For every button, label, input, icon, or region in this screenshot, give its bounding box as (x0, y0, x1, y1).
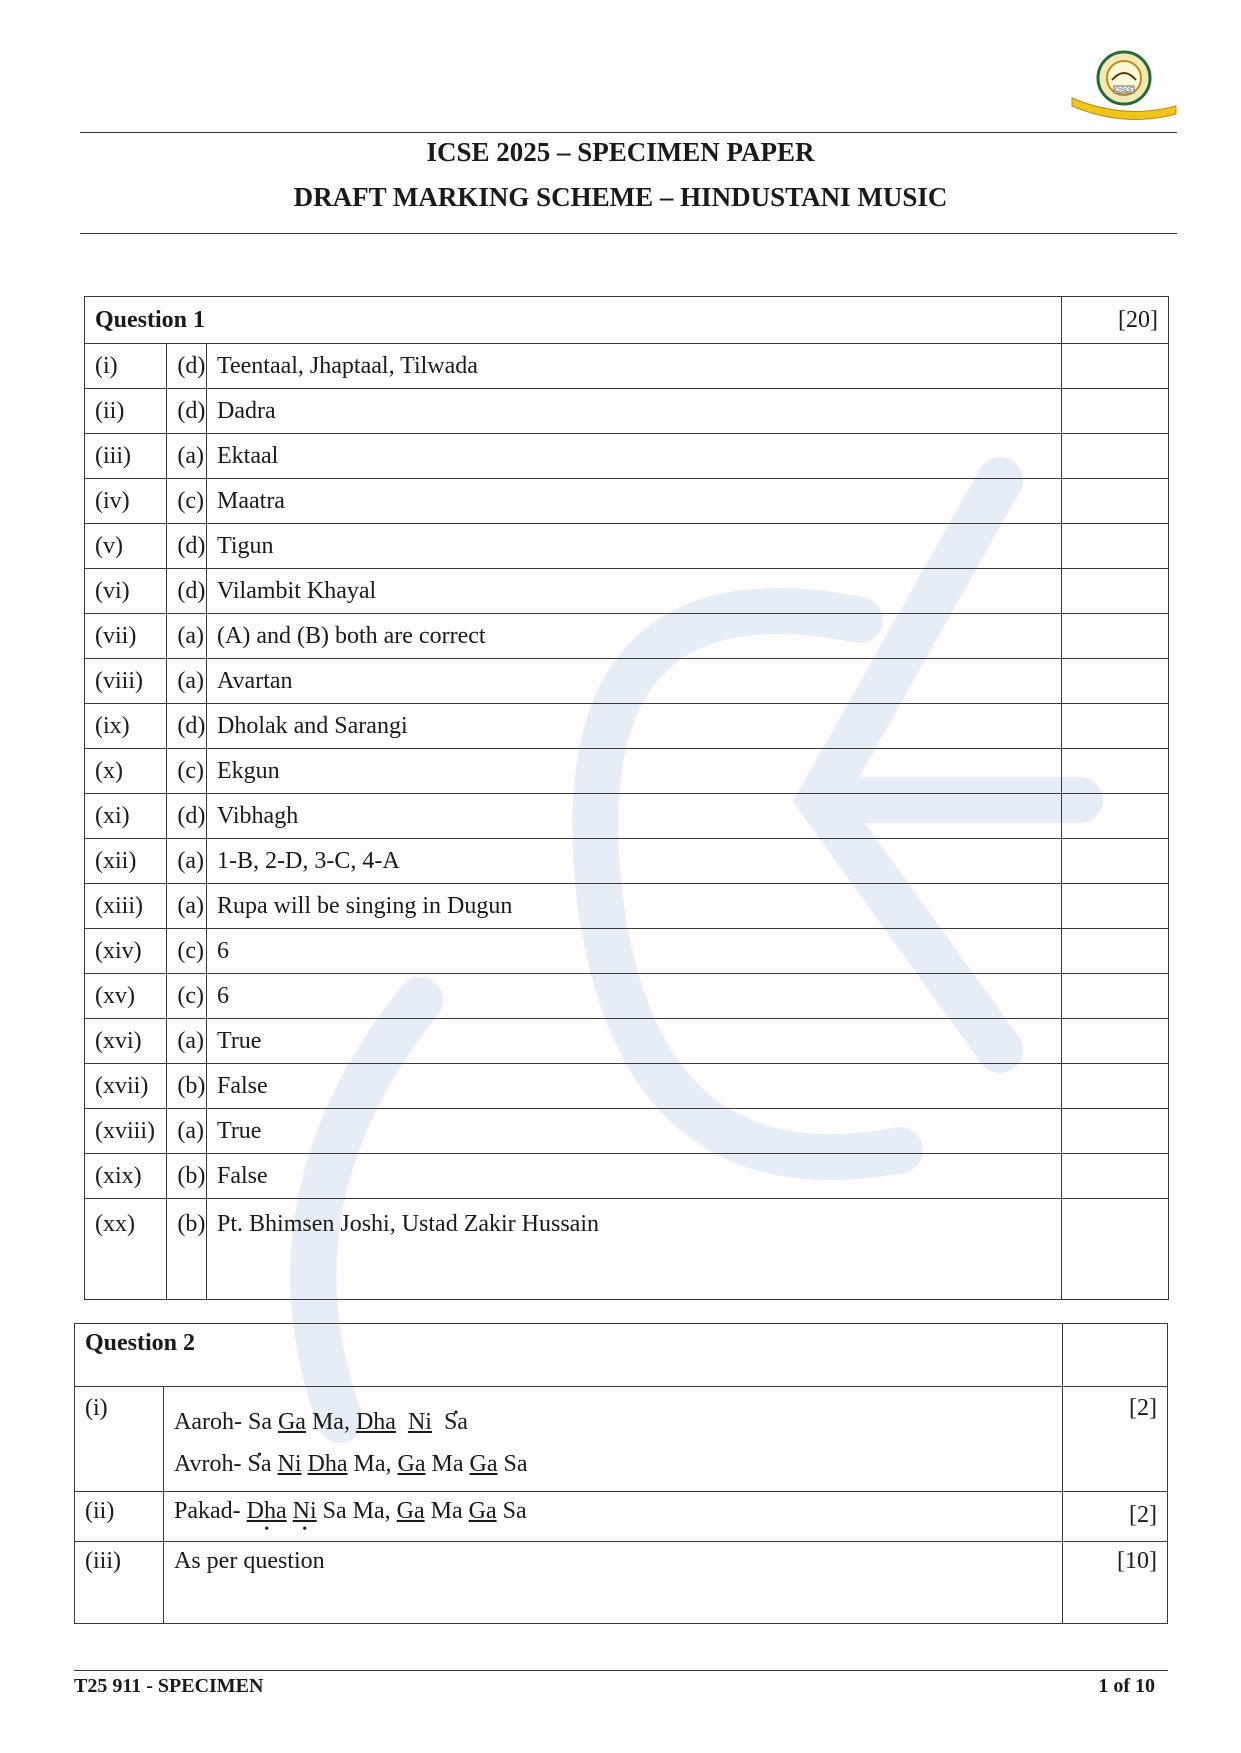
question-2-marks-empty (1063, 1324, 1168, 1387)
answer-option: (d) (167, 569, 207, 614)
answer-row (85, 434, 1169, 479)
answer-marks (1062, 569, 1169, 614)
answer-marks (1062, 749, 1169, 794)
answer-number: (xi) (85, 794, 167, 839)
answer-number: (xv) (85, 974, 167, 1019)
answer-text: Rupa will be singing in Dugun (207, 884, 1062, 929)
answer-option: (a) (167, 839, 207, 884)
answer-option: (b) (167, 1199, 207, 1300)
answer-text: Ekgun (207, 749, 1062, 794)
answer-number: (iii) (85, 434, 167, 479)
answer-row (85, 974, 1169, 1019)
answer-number: (v) (85, 524, 167, 569)
q2-row-num: (iii) (75, 1542, 164, 1624)
answer-text: Dadra (207, 389, 1062, 434)
answer-text: False (207, 1064, 1062, 1109)
answer-row (85, 1064, 1169, 1109)
answer-marks (1062, 1154, 1169, 1199)
answer-marks (1062, 1199, 1169, 1300)
cisce-logo (1064, 46, 1180, 124)
q2-pakad: Pakad- Dha • Ni • Sa Ma, Ga Ma Ga Sa (164, 1492, 1063, 1542)
footer-rule (74, 1670, 1168, 1671)
answer-row (85, 749, 1169, 794)
answer-marks (1062, 524, 1169, 569)
title-bottom-rule (80, 233, 1177, 234)
answer-number: (x) (85, 749, 167, 794)
answer-marks (1062, 794, 1169, 839)
question-2-label: Question 2 (75, 1324, 1063, 1387)
scheme-title: DRAFT MARKING SCHEME – HINDUSTANI MUSIC (293, 182, 948, 212)
answer-number: (xiv) (85, 929, 167, 974)
answer-number: (xiii) (85, 884, 167, 929)
answer-text: Vilambit Khayal (207, 569, 1062, 614)
answer-marks (1062, 884, 1169, 929)
answer-row (85, 479, 1169, 524)
answer-text: Ektaal (207, 434, 1062, 479)
answer-option: (d) (167, 524, 207, 569)
question-1-marks: [20] (1062, 297, 1169, 344)
top-rule (80, 132, 1177, 133)
answer-option: (c) (167, 479, 207, 524)
answer-marks (1062, 344, 1169, 389)
question-1-label: Question 1 (85, 297, 1062, 344)
answer-number: (xviii) (85, 1109, 167, 1154)
paper-title: ICSE 2025 – SPECIMEN PAPER (426, 137, 815, 167)
footer-page-number: 1 of 10 (1098, 1675, 1155, 1697)
answer-option: (a) (167, 659, 207, 704)
answer-option: (c) (167, 974, 207, 1019)
answer-marks (1062, 1019, 1169, 1064)
answer-option: (b) (167, 1064, 207, 1109)
answer-marks (1062, 1109, 1169, 1154)
answer-option: (d) (167, 794, 207, 839)
answer-marks (1062, 614, 1169, 659)
answer-text: 6 (207, 929, 1062, 974)
answer-option: (a) (167, 434, 207, 479)
answer-text: (A) and (B) both are correct (207, 614, 1062, 659)
answer-text: False (207, 1154, 1062, 1199)
answer-row (85, 839, 1169, 884)
answer-row (85, 569, 1169, 614)
answer-row (85, 704, 1169, 749)
question-1-table (84, 296, 1169, 1300)
q2-answer: As per question (164, 1542, 1063, 1624)
answer-number: (i) (85, 344, 167, 389)
answer-marks (1062, 659, 1169, 704)
answer-text: 6 (207, 974, 1062, 1019)
answer-row (85, 794, 1169, 839)
avroh-line: Avroh- • Sa Ni Dha Ma, Ga Ma Ga Sa (174, 1443, 1052, 1485)
answer-option: (d) (167, 704, 207, 749)
q2-aaroh-avroh (164, 1387, 1063, 1492)
answer-number: (ii) (85, 389, 167, 434)
answer-row (85, 614, 1169, 659)
answer-marks (1062, 1064, 1169, 1109)
answer-option: (c) (167, 929, 207, 974)
answer-text: Avartan (207, 659, 1062, 704)
q2-row-num: (i) (75, 1387, 164, 1492)
answer-option: (a) (167, 614, 207, 659)
answer-text: Teentaal, Jhaptaal, Tilwada (207, 344, 1062, 389)
answer-number: (xii) (85, 839, 167, 884)
footer-paper-code: T25 911 - SPECIMEN (74, 1675, 264, 1697)
answer-option: (a) (167, 1019, 207, 1064)
answer-option: (d) (167, 389, 207, 434)
answer-text: True (207, 1109, 1062, 1154)
q2-row-marks: [2] (1063, 1492, 1168, 1542)
answer-row (85, 344, 1169, 389)
answer-number: (viii) (85, 659, 167, 704)
answer-row (85, 884, 1169, 929)
answer-number: (vi) (85, 569, 167, 614)
q2-row-marks: [10] (1063, 1542, 1168, 1624)
answer-row (85, 1109, 1169, 1154)
answer-row (85, 1019, 1169, 1064)
answer-row (85, 1199, 1169, 1300)
answer-marks (1062, 974, 1169, 1019)
answer-text: 1-B, 2-D, 3-C, 4-A (207, 839, 1062, 884)
q2-row-marks: [2] (1063, 1387, 1168, 1492)
answer-row (85, 659, 1169, 704)
answer-row (85, 1154, 1169, 1199)
answer-marks (1062, 479, 1169, 524)
answer-option: (a) (167, 884, 207, 929)
answer-number: (xix) (85, 1154, 167, 1199)
q2-row-num: (ii) (75, 1492, 164, 1542)
answer-marks (1062, 929, 1169, 974)
answer-option: (b) (167, 1154, 207, 1199)
answer-row (85, 389, 1169, 434)
answer-number: (iv) (85, 479, 167, 524)
answer-option: (d) (167, 344, 207, 389)
answer-number: (ix) (85, 704, 167, 749)
answer-number: (xx) (85, 1199, 167, 1300)
answer-text: Dholak and Sarangi (207, 704, 1062, 749)
answer-row (85, 929, 1169, 974)
answer-number: (xvii) (85, 1064, 167, 1109)
answer-text: Tigun (207, 524, 1062, 569)
answer-option: (a) (167, 1109, 207, 1154)
answer-text: Vibhagh (207, 794, 1062, 839)
answer-row (85, 524, 1169, 569)
answer-number: (xvi) (85, 1019, 167, 1064)
aaroh-line: Aaroh- Sa Ga Ma, Dha Ni • Sa (174, 1401, 1052, 1443)
question-2-table (74, 1323, 1168, 1624)
answer-text: True (207, 1019, 1062, 1064)
answer-marks (1062, 434, 1169, 479)
answer-text: Maatra (207, 479, 1062, 524)
answer-marks (1062, 704, 1169, 749)
answer-marks (1062, 839, 1169, 884)
answer-number: (vii) (85, 614, 167, 659)
answer-marks (1062, 389, 1169, 434)
logo-text: CISCE (1114, 88, 1134, 94)
answer-text: Pt. Bhimsen Joshi, Ustad Zakir Hussain (207, 1199, 1062, 1300)
answer-option: (c) (167, 749, 207, 794)
